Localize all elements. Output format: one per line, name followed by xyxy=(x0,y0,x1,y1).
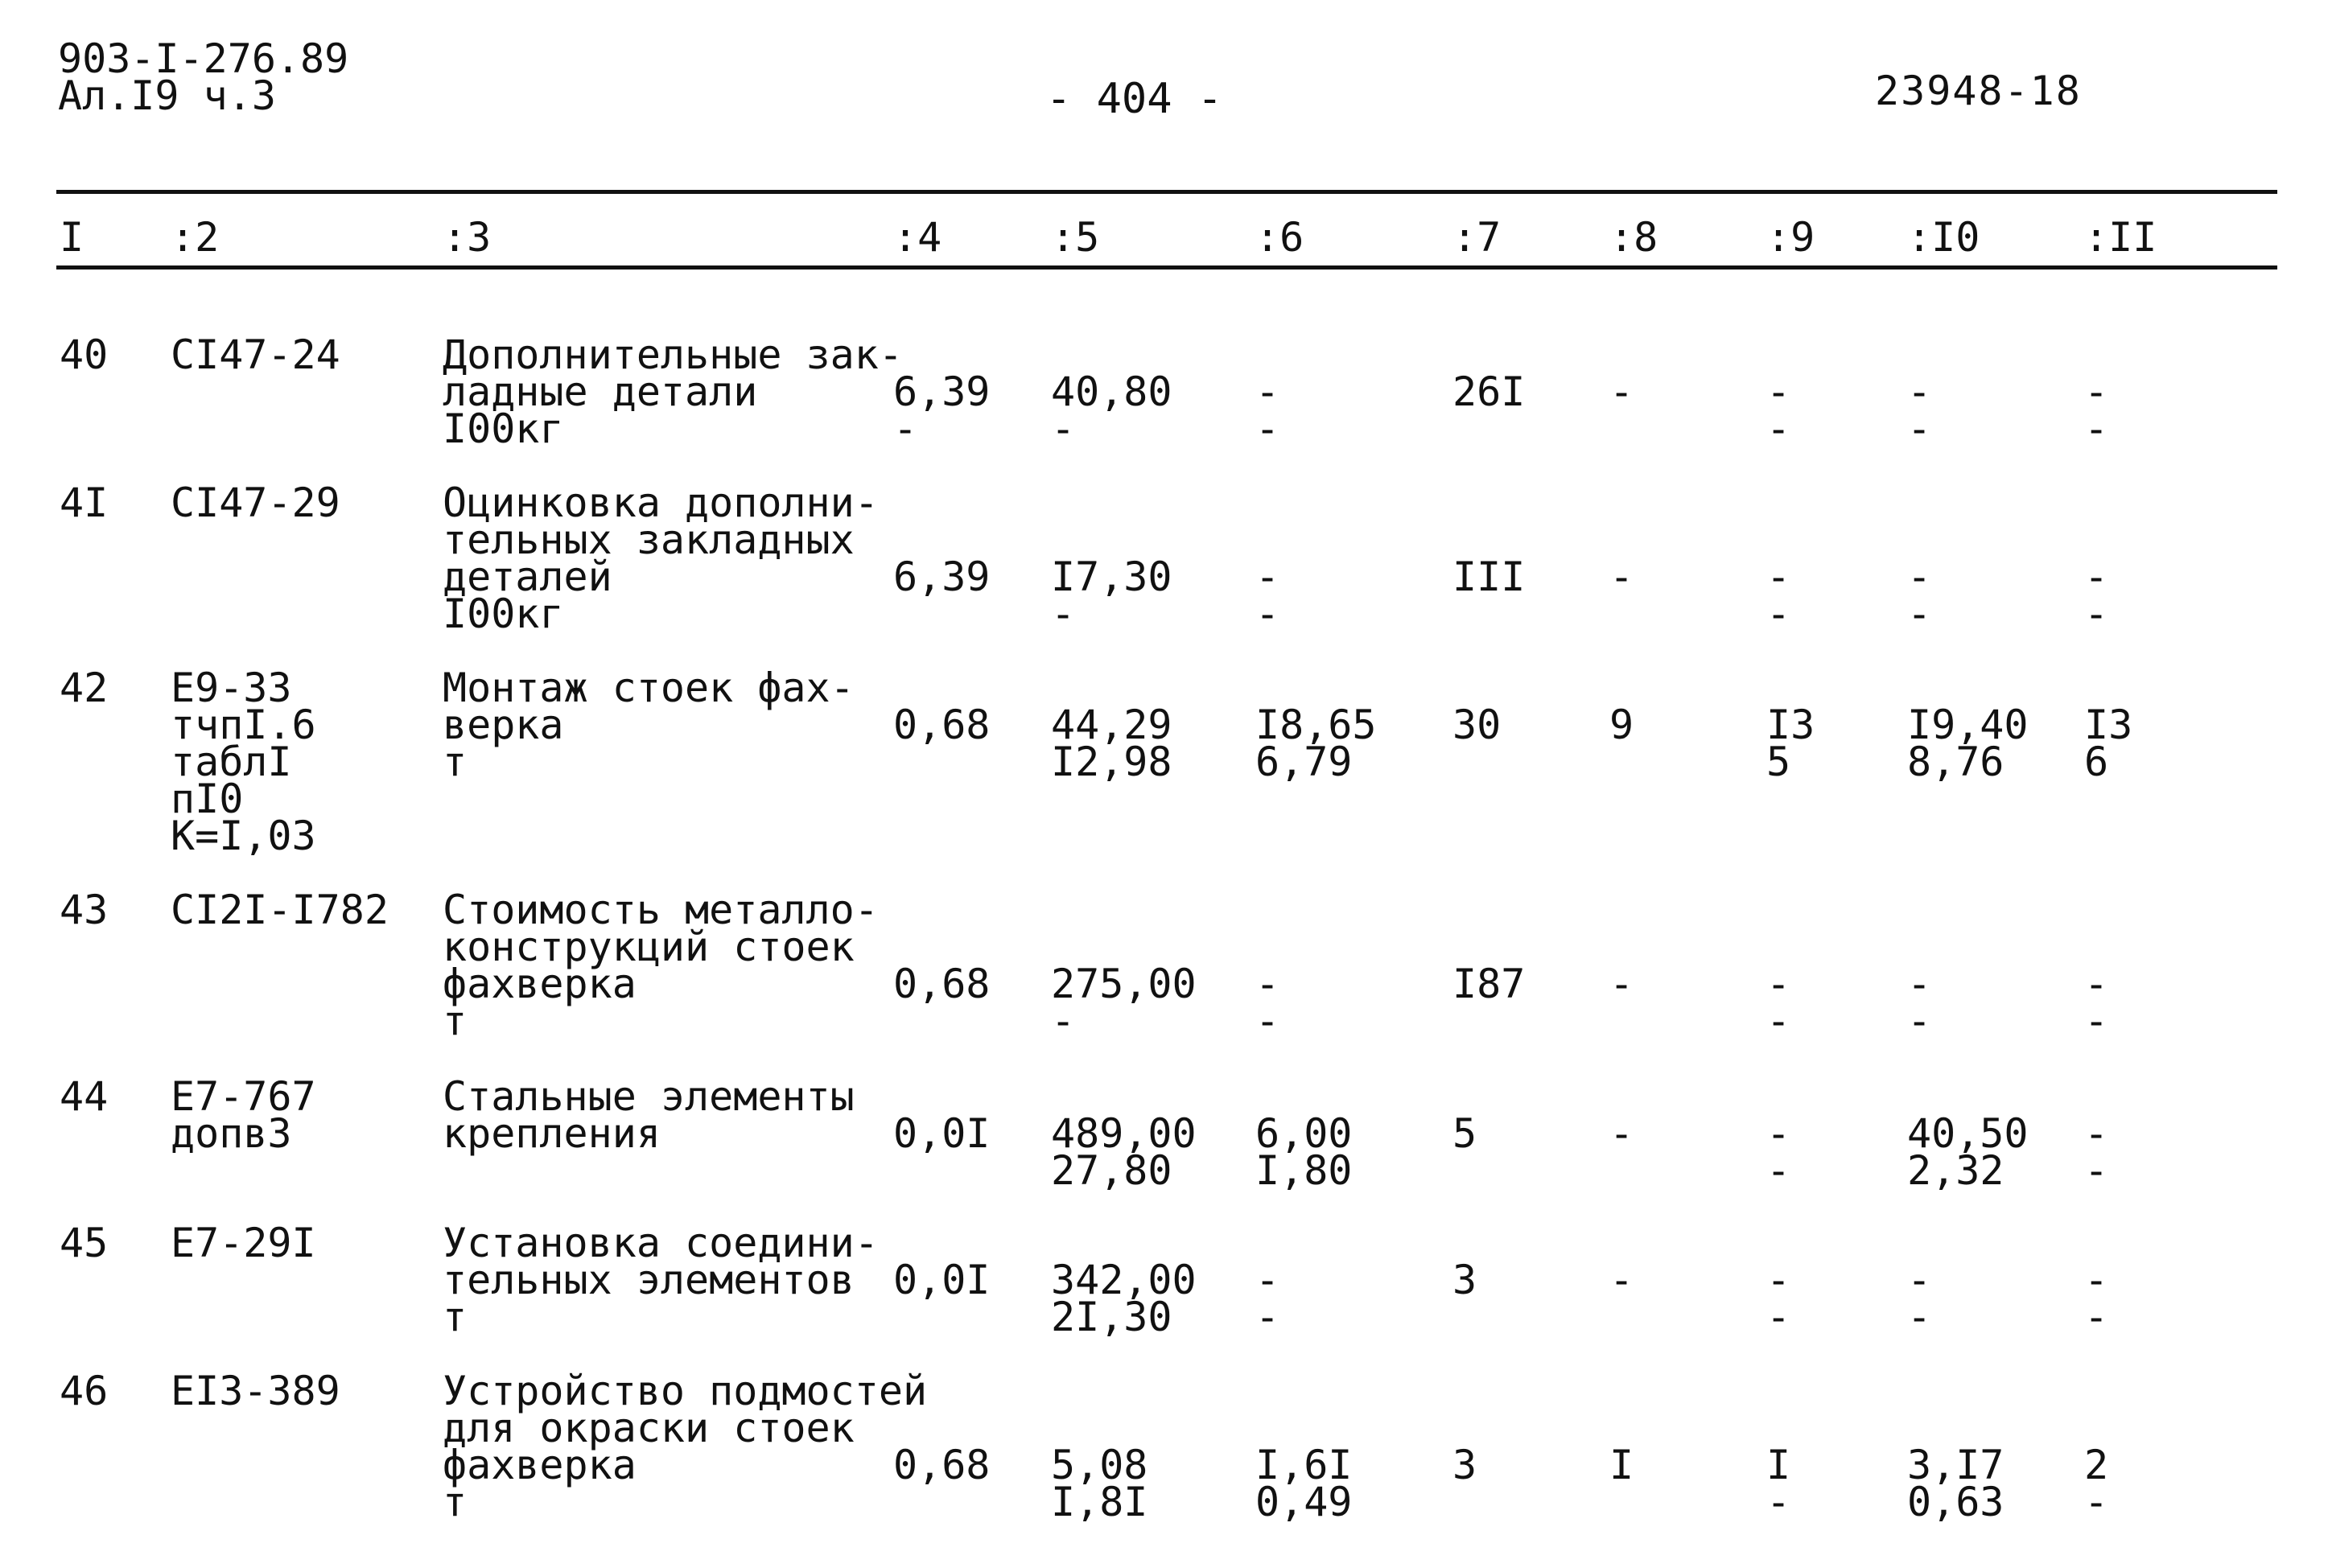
column-header-7: :7 xyxy=(1452,214,1502,261)
row-col11: - - xyxy=(2084,368,2109,452)
row-code: E9-33 тчпI.6 таблI пI0 К=I,03 xyxy=(171,665,316,859)
row-col8: - xyxy=(1609,961,1634,1007)
column-header-11: :II xyxy=(2084,214,2157,261)
row-col11: - - xyxy=(2084,1257,2109,1340)
row-col10: - - xyxy=(1907,368,1932,452)
row-col11: I3 6 xyxy=(2084,702,2133,785)
row-col5: 40,80 - xyxy=(1051,368,1172,452)
row-col9: I3 5 xyxy=(1766,702,1815,785)
row-col6: I8,65 6,79 xyxy=(1255,702,1377,785)
row-col5: I7,30 - xyxy=(1051,554,1172,637)
row-col6: - - xyxy=(1255,961,1280,1044)
document-code-line1: 903-I-276.89 xyxy=(58,35,349,82)
column-header-9: :9 xyxy=(1766,214,1815,261)
column-header-2: :2 xyxy=(171,214,220,261)
row-code: CI47-29 xyxy=(171,479,340,526)
row-col5: 342,00 2I,30 xyxy=(1051,1257,1197,1340)
row-description: Оцинковка дополни- тельных закладных деталей I00кг xyxy=(443,479,879,637)
row-number: 45 xyxy=(60,1220,109,1266)
row-number: 46 xyxy=(60,1368,109,1414)
row-col7: 26I xyxy=(1452,368,1526,415)
row-col7: III xyxy=(1452,554,1526,600)
document-code-line2: Ал.I9 ч.3 xyxy=(58,72,276,119)
row-col10: 3,I7 0,63 xyxy=(1907,1442,2005,1525)
column-header-5: :5 xyxy=(1051,214,1100,261)
row-col7: I87 xyxy=(1452,961,1526,1007)
row-col5: 275,00 - xyxy=(1051,961,1197,1044)
row-col8: I xyxy=(1609,1442,1634,1488)
header-rule-bottom xyxy=(56,265,2277,270)
row-col8: - xyxy=(1609,1110,1634,1157)
row-col8: 9 xyxy=(1609,702,1634,748)
row-quantity: 0,0I xyxy=(893,1257,991,1303)
row-col10: - - xyxy=(1907,1257,1932,1340)
row-description: Стальные элементы крепления xyxy=(443,1073,855,1157)
row-col6: - - xyxy=(1255,368,1280,452)
row-description: Монтаж стоек фах- верка т xyxy=(443,665,855,785)
row-col7: 5 xyxy=(1452,1110,1477,1157)
row-col6: - - xyxy=(1255,554,1280,637)
row-col10: - - xyxy=(1907,554,1932,637)
row-col11: 2 - xyxy=(2084,1442,2109,1525)
row-col9: I - xyxy=(1766,1442,1791,1525)
row-quantity: 6,39 xyxy=(893,554,991,600)
row-col10: - - xyxy=(1907,961,1932,1044)
row-col5: 5,08 I,8I xyxy=(1051,1442,1148,1525)
page-number: - 404 - xyxy=(1046,75,1223,123)
row-code: CI47-24 xyxy=(171,331,340,378)
row-quantity: 6,39 - xyxy=(893,368,991,452)
row-col9: - - xyxy=(1766,961,1791,1044)
row-code: E7-767 допв3 xyxy=(171,1073,316,1157)
row-col10: 40,50 2,32 xyxy=(1907,1110,2029,1194)
row-col11: - - xyxy=(2084,1110,2109,1194)
serial-number: 23948-18 xyxy=(1875,68,2082,114)
row-number: 42 xyxy=(60,665,109,711)
row-col8: - xyxy=(1609,554,1634,600)
column-header-6: :6 xyxy=(1255,214,1304,261)
row-number: 43 xyxy=(60,887,109,933)
row-quantity: 0,68 xyxy=(893,1442,991,1488)
row-col5: 489,00 27,80 xyxy=(1051,1110,1197,1194)
row-col9: - - xyxy=(1766,368,1791,452)
document-code xyxy=(58,35,349,119)
column-header-10: :I0 xyxy=(1907,214,1980,261)
row-quantity: 0,68 xyxy=(893,961,991,1007)
row-quantity: 0,68 xyxy=(893,702,991,748)
row-col9: - - xyxy=(1766,554,1791,637)
row-col6: 6,00 I,80 xyxy=(1255,1110,1353,1194)
row-description: Стоимость металло- конструкций стоек фахверка т xyxy=(443,887,879,1044)
column-header-4: :4 xyxy=(893,214,942,261)
column-header-8: :8 xyxy=(1609,214,1658,261)
row-col10: I9,40 8,76 xyxy=(1907,702,2029,785)
row-number: 4I xyxy=(60,479,109,526)
row-quantity: 0,0I xyxy=(893,1110,991,1157)
row-description: Установка соедини- тельных элементов т xyxy=(443,1220,879,1340)
column-header-1: I xyxy=(60,214,84,261)
row-col6: - - xyxy=(1255,1257,1280,1340)
row-col11: - - xyxy=(2084,554,2109,637)
row-code: E7-29I xyxy=(171,1220,316,1266)
row-code: EI3-389 xyxy=(171,1368,340,1414)
row-col5: 44,29 I2,98 xyxy=(1051,702,1172,785)
header-rule-top xyxy=(56,190,2277,194)
row-number: 40 xyxy=(60,331,109,378)
row-col7: 3 xyxy=(1452,1257,1477,1303)
row-col7: 3 xyxy=(1452,1442,1477,1488)
row-description: Устройство подмостей для окраски стоек фахверка т xyxy=(443,1368,928,1525)
row-col11: - - xyxy=(2084,961,2109,1044)
row-code: CI2I-I782 xyxy=(171,887,389,933)
row-number: 44 xyxy=(60,1073,109,1120)
row-col7: 30 xyxy=(1452,702,1502,748)
row-col8: - xyxy=(1609,368,1634,415)
row-col9: - - xyxy=(1766,1257,1791,1340)
column-header-3: :3 xyxy=(443,214,492,261)
row-col9: - - xyxy=(1766,1110,1791,1194)
row-description: Дополнительные зак- ладные детали I00кг xyxy=(443,331,903,452)
row-col8: - xyxy=(1609,1257,1634,1303)
row-col6: I,6I 0,49 xyxy=(1255,1442,1353,1525)
